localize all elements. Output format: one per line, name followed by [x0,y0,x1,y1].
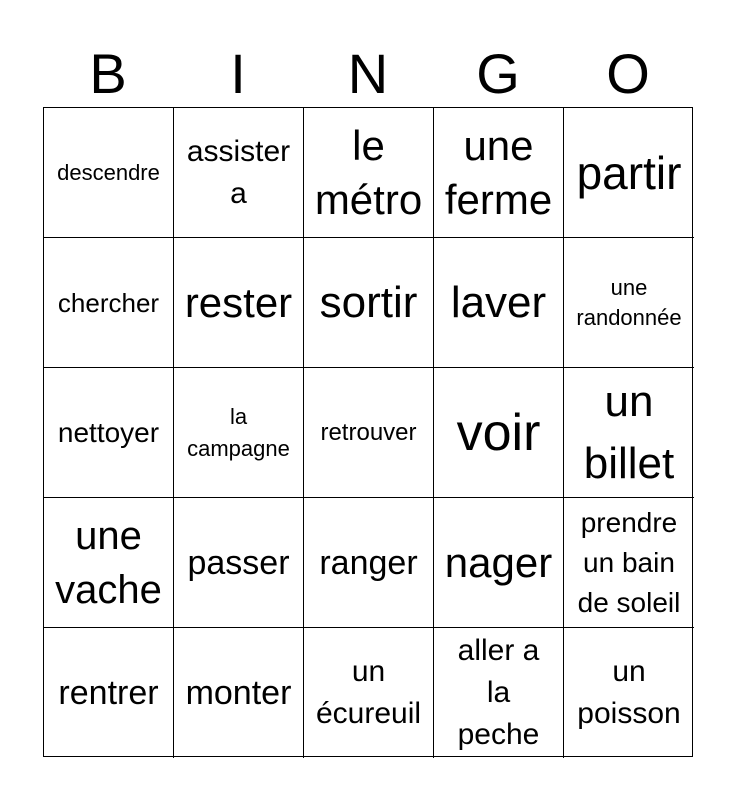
cell-word: partir [576,146,682,199]
bingo-cell[interactable] [44,368,174,498]
bingo-board [43,107,693,757]
bingo-header [43,40,693,108]
cell-word: voir [456,403,541,462]
bingo-cell[interactable] [174,108,304,238]
cell-word: passer [187,543,290,582]
cell-word: nettoyer [57,416,160,448]
bingo-cell[interactable] [304,238,434,368]
bingo-cell[interactable] [304,368,434,498]
header-letter-b: B [89,42,127,105]
header-letter-g: G [476,42,520,105]
cell-word: le métro [314,121,423,223]
bingo-cell[interactable] [434,108,564,238]
cell-word: rentrer [58,674,159,712]
bingo-cell[interactable] [174,498,304,628]
bingo-cell[interactable] [304,628,434,758]
cell-word: la campagne [187,403,290,461]
cell-word: une vache [55,513,162,612]
cell-word: assister a [186,134,291,210]
bingo-cell[interactable] [304,108,434,238]
bingo-cell[interactable] [174,368,304,498]
cell-word: un écureuil [315,655,422,730]
bingo-cell[interactable] [434,498,564,628]
bingo-cell[interactable] [434,368,564,498]
cell-word: retrouver [320,418,417,446]
bingo-cell[interactable] [44,238,174,368]
bingo-cell[interactable] [44,108,174,238]
header-letter-i: I [230,42,246,105]
bingo-cell[interactable] [564,498,694,628]
cell-word: une randonnée [576,274,682,330]
cell-word: prendre un bain de soleil [577,506,681,618]
bingo-cell[interactable] [304,498,434,628]
bingo-cell[interactable] [174,628,304,758]
bingo-cell[interactable] [564,368,694,498]
cell-word: aller a la peche [457,634,540,751]
cell-word: descendre [57,159,160,185]
cell-word: nager [444,538,553,586]
cell-word: rester [184,278,293,326]
cell-word: une ferme [444,121,553,223]
cell-word: un poisson [577,655,681,730]
bingo-cell[interactable] [174,238,304,368]
bingo-cell[interactable] [434,238,564,368]
cell-word: un billet [583,376,675,488]
bingo-cell[interactable] [44,498,174,628]
cell-word: monter [185,674,292,712]
cell-word: sortir [319,277,418,327]
cell-word: laver [450,277,547,327]
header-letter-n: N [347,42,389,105]
cell-word: chercher [57,287,160,318]
bingo-cell[interactable] [564,628,694,758]
bingo-cell[interactable] [564,238,694,368]
bingo-cell[interactable] [44,628,174,758]
header-letter-o: O [606,42,650,105]
cell-word: ranger [319,543,418,582]
bingo-cell[interactable] [434,628,564,758]
bingo-cell[interactable] [564,108,694,238]
